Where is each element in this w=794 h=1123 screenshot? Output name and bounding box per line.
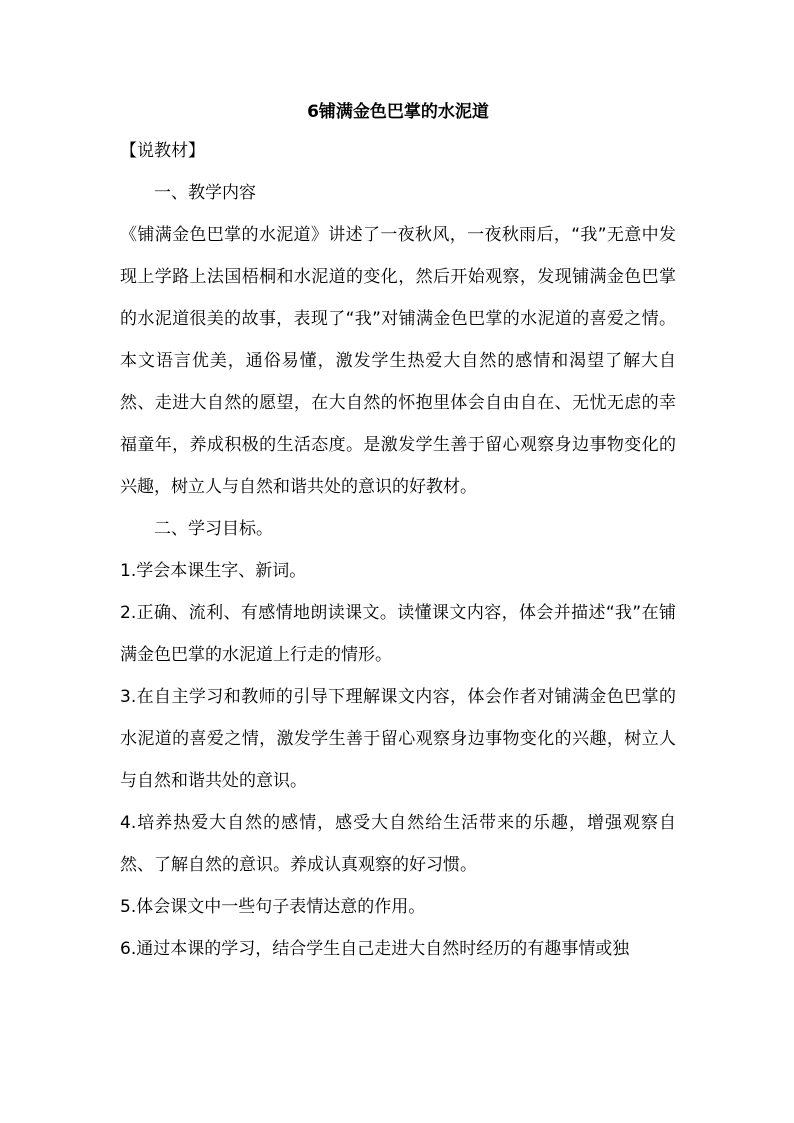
goal-item: 5.体会课文中一些句子表情达意的作用。 bbox=[120, 897, 426, 917]
goal-item: 4.培养热爱大自然的感情，感受大自然给生活带来的乐趣，增强观察自然、了解自然的意识。养成认真观察的好习惯。 bbox=[120, 813, 676, 875]
part1-paragraph: 《铺满金色巴掌的水泥道》讲述了一夜秋风，一夜秋雨后，“我”无意中发现上学路上法国梧桐和水泥道的变化，然后开始观察，发现铺满金色巴掌的水泥道很美的故事，表现了“我”对铺满金色巴掌的水泥道的喜爱之情。本文语言优美，通俗易懂，激发学生热爱大自然的感情和渴望了解大自然、走进大自然的愿望，在大自然的怀抱里体会自由自在、无忧无虑的幸福童年，养成积极的生活态度。是激发学生善于留心观察身边事物变化的兴趣，树立人与自然和谐共处的意识的好教材。 bbox=[120, 225, 676, 497]
goal-item: 6.通过本课的学习，结合学生自己走进大自然时经历的有趣事情或独 bbox=[120, 939, 630, 959]
goal-item: 1.学会本课生字、新词。 bbox=[120, 561, 307, 581]
part1-heading: 一、教学内容 bbox=[154, 183, 256, 203]
goal-item: 2.正确、流利、有感情地朗读课文。读懂课文内容，体会并描述“我”在铺满金色巴掌的水泥道上行走的情形。 bbox=[120, 603, 676, 665]
document-body bbox=[120, 100, 676, 970]
goal-item: 3.在自主学习和教师的引导下理解课文内容，体会作者对铺满金色巴掌的水泥道的喜爱之情，激发学生善于留心观察身边事物变化的兴趣，树立人与自然和谐共处的意识。 bbox=[120, 687, 676, 791]
document-title: 6铺满金色巴掌的水泥道 bbox=[307, 102, 489, 122]
part2-heading: 二、学习目标。 bbox=[154, 519, 273, 539]
section-label: 【说教材】 bbox=[120, 141, 205, 161]
